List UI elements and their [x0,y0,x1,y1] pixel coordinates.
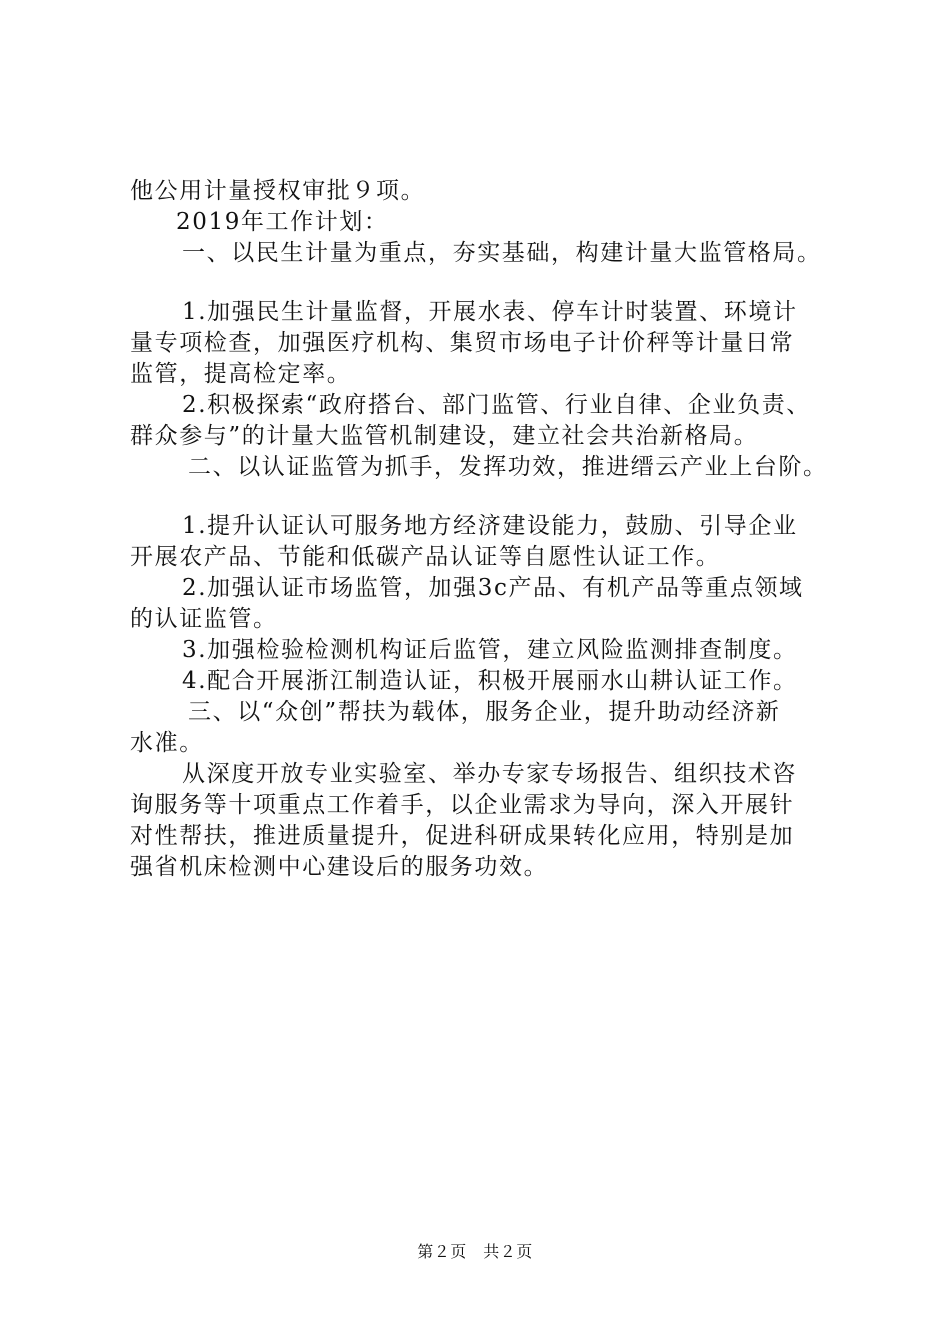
section-heading: 2019年工作计划： [176,209,389,235]
section-heading: 三、以“众创”帮扶为载体，服务企业，提升助动经济新 [188,699,781,725]
text-line: 从深度开放专业实验室、举办专家专场报告、组织技术咨 [182,761,797,787]
document-body [130,176,842,883]
section-heading: 二、以认证监管为抓手，发挥功效，推进缙云产业上台阶。 [188,454,828,480]
text-line: 对性帮扶，推进质量提升，促进科研成果转化应用，特别是加 [130,823,795,849]
text-line: 水准。 [130,730,204,756]
paragraph-gap [130,269,842,297]
section-heading: 一、以民生计量为重点，夯实基础，构建计量大监管格局。 [182,240,822,266]
text-line: 1.提升认证认可服务地方经济建设能力，鼓励、引导企业 [182,513,798,539]
text-line: 的认证监管。 [130,606,278,632]
paragraph-gap [130,483,842,511]
text-line: 4.配合开展浙江制造认证，积极开展丽水山耕认证工作。 [182,668,798,694]
text-line: 他公用计量授权审批９项。 [130,178,426,204]
text-line: 询服务等十项重点工作着手，以企业需求为导向，深入开展针 [130,792,795,818]
text-line: 1.加强民生计量监督，开展水表、停车计时装置、环境计 [182,299,798,325]
text-line: 2.积极探索“政府搭台、部门监管、行业自律、企业负责、 [182,392,811,418]
text-line: 量专项检查，加强医疗机构、集贸市场电子计价秤等计量日常 [130,330,795,356]
text-line: 群众参与”的计量大监管机制建设，建立社会共治新格局。 [130,423,759,449]
text-line: 开展农产品、节能和低碳产品认证等自愿性认证工作。 [130,544,721,570]
page-number-footer: 第２页 共２页 [417,1242,533,1261]
text-line: 3.加强检验检测机构证后监管，建立风险监测排查制度。 [182,637,798,663]
text-line: 强省机床检测中心建设后的服务功效。 [130,854,549,880]
text-line: 监管，提高检定率。 [130,361,352,387]
text-line: 2.加强认证市场监管，加强3c产品、有机产品等重点领域 [182,575,804,601]
